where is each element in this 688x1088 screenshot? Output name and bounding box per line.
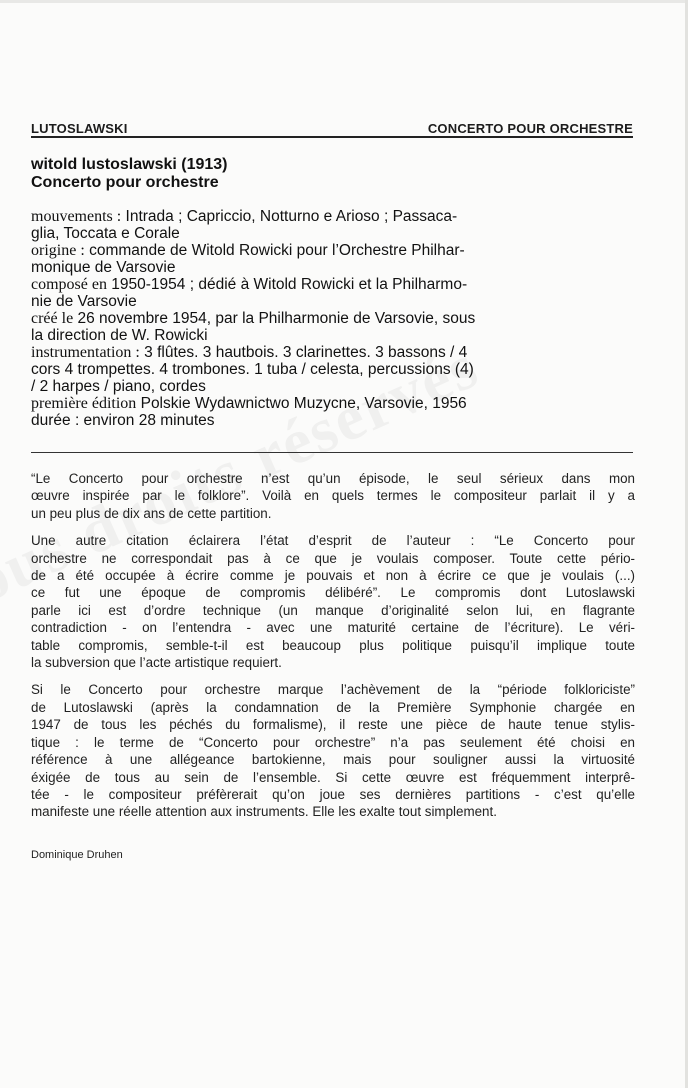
text-line: œuvre inspirée par le folklore”. Voilà en quels termes le compositeur parlait il y a	[31, 488, 635, 504]
fact-value: glia, Toccata e Corale	[31, 225, 180, 242]
running-header	[31, 118, 633, 136]
fact-value: nie de Varsovie	[31, 293, 137, 310]
text-line: Si le Concerto pour orchestre marque l’achèvement de la “période folkloriciste”	[31, 682, 635, 698]
fact-origine	[31, 242, 633, 276]
fact-key: mouvements :	[31, 208, 122, 225]
fact-value: / 2 harpes / piano, cordes	[31, 378, 206, 395]
fact-key: créé le	[31, 310, 74, 327]
fact-duree	[31, 412, 633, 429]
fact-mouvements	[31, 208, 633, 242]
text-line: tique : le terme de “Concerto pour orchestre” n’a pas seulement été choisi en	[31, 734, 635, 750]
fact-value: Polskie Wydawnictwo Muzycne, Varsovie, 1956	[136, 395, 467, 412]
fact-value: durée : environ 28 minutes	[31, 412, 215, 429]
section-rule	[31, 452, 633, 453]
work-name: Concerto pour orchestre	[31, 174, 219, 191]
header-rule	[31, 136, 633, 138]
author-signature: Dominique Druhen	[31, 849, 123, 861]
fact-cree	[31, 310, 633, 344]
text-line: un peu plus de dix ans de cette partition.	[31, 505, 272, 521]
text-line: 1947 de tous les péchés du formalisme), il reste une pièce de haute tenue stylis-	[31, 717, 635, 733]
text-line: table compromis, semble-t-il est beaucoup plus politique puisqu’il implique toute	[31, 637, 635, 653]
text-line: Une autre citation éclairera l’état d’esprit de l’auteur : “Le Concerto pour	[31, 533, 635, 549]
text-line: de Lutoslawski (après la condamnation de la Première Symphonie chargée en	[31, 699, 635, 715]
composer-name: witold lustoslawski (1913)	[31, 156, 228, 173]
program-note	[31, 470, 635, 831]
fact-value: 26 novembre 1954, par la Philharmonie de Varsovie, sous	[73, 310, 476, 327]
text-line: de a été occupée à écrire comme je pouvais et non à écrire ce que je voulais (...)	[31, 568, 635, 584]
text-line: la subversion que l’acte artistique requiert.	[31, 655, 282, 671]
header-composer: LUTOSLAWSKI	[31, 121, 128, 136]
fact-instrumentation	[31, 344, 633, 395]
fact-value: monique de Varsovie	[31, 259, 176, 276]
fact-value: la direction de W. Rowicki	[31, 327, 208, 344]
fact-value: Intrada ; Capriccio, Notturno e Arioso ; Passaca-	[121, 208, 458, 225]
fact-key: première édition	[31, 395, 137, 412]
text-line: référence à une allégeance bartokienne, mais pour souligner aussi la virtuosité	[31, 752, 635, 768]
text-line: orchestre ne correspondait pas à ce que je voulais composer. Toute cette pério-	[31, 550, 635, 566]
fact-compose	[31, 276, 633, 310]
fact-value: cors 4 trompettes. 4 trombones. 1 tuba / celesta, percussions (4)	[31, 361, 474, 378]
fact-edition	[31, 395, 633, 412]
fact-key: instrumentation :	[31, 344, 140, 361]
paragraph	[31, 532, 635, 671]
scan-edge	[0, 0, 688, 3]
paragraph	[31, 681, 635, 820]
header-work: CONCERTO POUR ORCHESTRE	[427, 121, 633, 136]
text-line: ce fut une époque de compromis délibéré”. Le compromis dont Lutoslawski	[31, 585, 635, 601]
fact-value: 1950-1954 ; dédié à Witold Rowicki et la Philharmo-	[106, 276, 468, 293]
text-line: éxigée de tous au sein de l’ensemble. Si cette œuvre est fréquemment interprê-	[31, 769, 635, 785]
fact-key: origine :	[31, 242, 85, 259]
text-line: parle ici est d’ordre technique (un manque d’originalité selon lui, en flagrante	[31, 602, 635, 618]
fact-value: commande de Witold Rowicki pour l’Orchestre Philhar-	[84, 242, 465, 259]
work-facts	[31, 208, 633, 429]
text-line: “Le Concerto pour orchestre n’est qu’un épisode, le seul sérieux dans mon	[31, 471, 635, 486]
fact-key: composé en	[31, 276, 107, 293]
text-line: contradiction - on l’entendra - avec une maturité certaine de l’écriture). Le véri-	[31, 620, 635, 636]
text-line: manifeste une réelle attention aux instruments. Elle les exalte tout simplement.	[31, 804, 497, 820]
fact-value: 3 flûtes. 3 hautbois. 3 clarinettes. 3 bassons / 4	[139, 344, 468, 361]
paragraph	[31, 470, 635, 522]
text-line: tée - le compositeur préfèrerait qu’on joue ses dernières partitions - c’est qu’elle	[31, 786, 635, 802]
work-title	[31, 156, 633, 192]
